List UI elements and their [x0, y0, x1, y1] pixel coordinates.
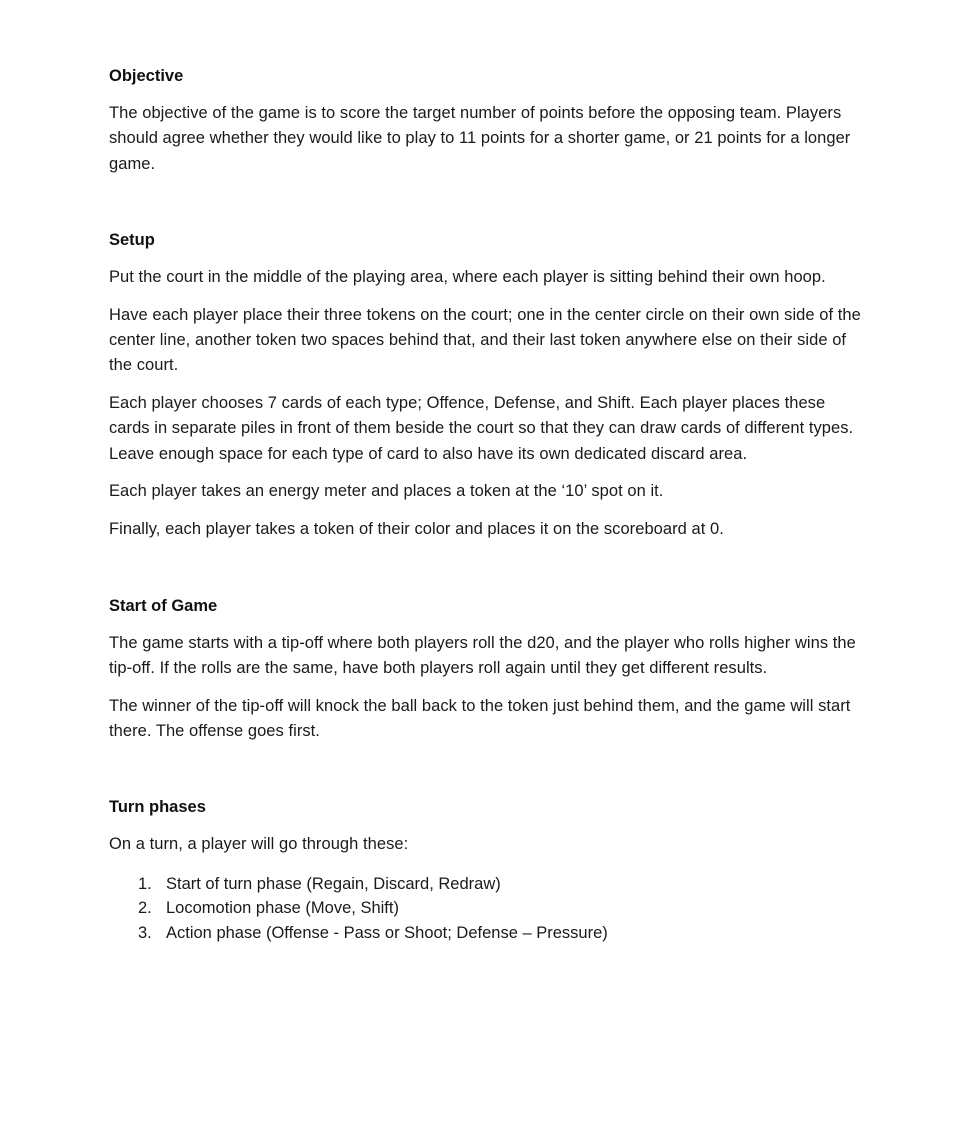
paragraph: The winner of the tip-off will knock the ball back to the token just behind them, and the game will start there. The offense goes first. [109, 696, 851, 740]
list-item [138, 872, 861, 897]
section-objective [109, 64, 861, 177]
list-item-text: Start of turn phase (Regain, Discard, Redraw) [166, 874, 501, 893]
section-heading: Setup [109, 230, 155, 249]
section-setup [109, 228, 861, 543]
section-heading: Turn phases [109, 798, 206, 817]
document-page [109, 64, 861, 945]
list-item-text: Action phase (Offense - Pass or Shoot; Defense – Pressure) [166, 923, 608, 942]
paragraph: Each player takes an energy meter and places a token at the ‘10’ spot on it. [109, 482, 664, 501]
section-start-of-game [109, 594, 861, 745]
paragraph: The objective of the game is to score the target number of points before the opposing team. Players should agree whether they would like to play to 11 points for a shorter game, or 21 points for a longer game. [109, 104, 851, 173]
paragraph: On a turn, a player will go through these: [109, 835, 409, 854]
paragraph: Have each player place their three tokens on the court; one in the center circle on their own side of the center line, another token two spaces behind that, and their last token anywhere else on their side of the court. [109, 305, 861, 375]
list-number: 1. [138, 874, 152, 893]
list-item-text: Locomotion phase (Move, Shift) [166, 899, 399, 918]
paragraph: Finally, each player takes a token of their color and places it on the scoreboard at 0. [109, 520, 724, 539]
section-heading: Start of Game [109, 596, 218, 615]
paragraph: Each player chooses 7 cards of each type; Offence, Defense, and Shift. Each player places these cards in separate piles in front of them beside the court so that they can draw cards of different types. Leave enough space for each type of card to also have its own dedicated discard area. [109, 394, 854, 463]
paragraph: The game starts with a tip-off where both players roll the d20, and the player who rolls higher wins the tip-off. If the rolls are the same, have both players roll again until they get different results. [109, 633, 856, 677]
paragraph: Put the court in the middle of the playing area, where each player is sitting behind their own hoop. [109, 267, 826, 286]
list-number: 3. [138, 923, 152, 942]
section-heading: Objective [109, 67, 184, 85]
numbered-list [109, 872, 861, 946]
section-turn-phases [109, 795, 861, 945]
list-item [138, 921, 861, 946]
list-number: 2. [138, 899, 152, 918]
list-item [138, 896, 861, 921]
